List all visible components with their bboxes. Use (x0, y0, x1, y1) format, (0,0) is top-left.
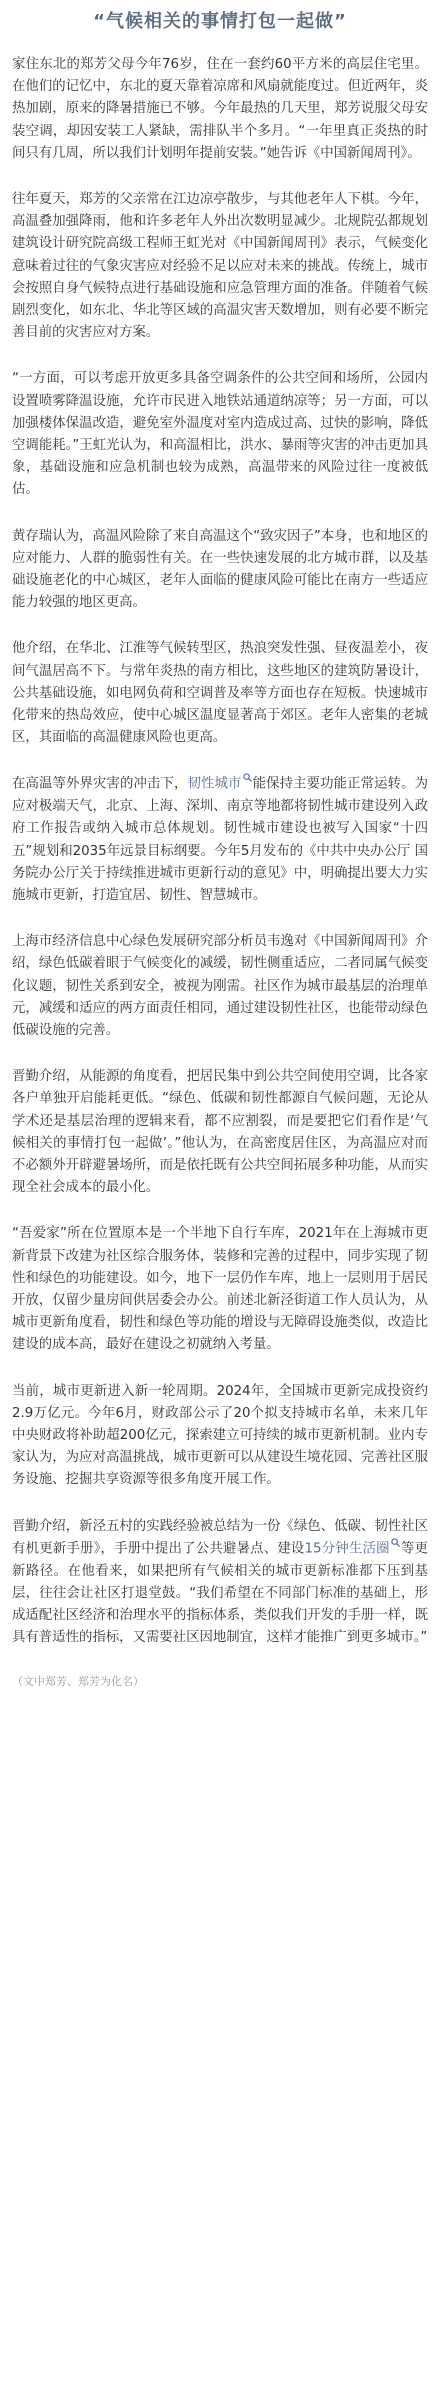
paragraph-text: 晋勤介绍，新泾五村的实践经验被总结为一份《绿色、低碳、韧性社区有机更新手册》，手册中提出了公共避暑点、建设 (12, 1518, 428, 1557)
search-icon[interactable] (391, 1538, 400, 1547)
article-paragraph-3: “一方面，可以考虑开放更多具备空调条件的公共空间和场所，公园内设置喷雾降温设施，允许市民进入地铁站通道纳凉等；另一方面，可以加强楼体保温改造，避免室外温度对室内造成过高、过快的影响，降低空调能耗。”王虹光认为，和高温相比，洪水、暴雨等灾害的冲击更加具象，基础设施和应急机制也较为成熟，高温带来的风险过往一度被低估。 (12, 371, 428, 498)
article-paragraph-11 (12, 1516, 428, 1650)
article-footnote: （文中郑芳、郑芳为化名） (12, 1675, 144, 1689)
paragraph-text: 等更新路径。在他看来，如果把所有气候相关的城市更新标准都下压到基层，往往会让社区打退堂鼓。“我们希望在不同部门标准的基础上，形成适配社区经济和治理水平的指标体系，类似我们开发的手册一样，既具有普适性的指标，又需要社区因地制宜，这样才能推广到更多城市。” (12, 1541, 428, 1646)
paragraph-text: 在高温等外界灾害的冲击下， (12, 776, 188, 792)
article-paragraph-5: 他介绍，在华北、江淮等气候转型区，热浪突发性强、昼夜温差小，夜间气温居高不下。与常年炎热的南方相比，这些地区的建筑防暑设计，公共基础设施，如电网负荷和空调普及率等方面也存在短板。快速城市化带来的热岛效应，使中心城区温度显著高于郊区。老年人密集的老城区，其面临的高温健康风险也更高。 (12, 641, 428, 746)
fifteen-minute-circle-link[interactable]: 15分钟生活圈 (304, 1541, 390, 1557)
article-paragraph-4: 黄存瑞认为，高温风险除了来自高温这个“致灾因子”本身，也和地区的应对能力、人群的脆弱性有关。在一些快速发展的北方城市群，以及基础设施老化的中心城区，老年人面临的健康风险可能比在南方一些适应能力较强的地区更高。 (12, 528, 428, 611)
paragraph-text: 能保持主要功能正常运转。为应对极端天气，北京、上海、深圳、南京等地都将韧性城市建设列入政府工作报告或纳入城市总体规划。韧性城市建设也被写入国家“十四五”规划和2035年远景目标纲要。今年5月发布的《中共中央办公厅 国务院办公厅关于持续推进城市更新行动的意见》中，明确提出要大力实施城市更新，打造宜居、韧性、智慧城市。 (12, 776, 428, 903)
article-paragraph-2: 往年夏天，郑芳的父亲常在江边凉亭散步，与其他老年人下棋。今年，高温叠加强降雨，他和许多老年人外出次数明显减少。北规院弘都规划建筑设计研究院高级工程师王虹光对《中国新闻周刊》表示，气候变化意味着过往的气象灾害应对经验不足以应对未来的挑战。传统上，城市会按照自身气候特点进行基础设施和应急管理方面的准备。伴随着气候剧烈变化，如东北、华北等区域的高温灾害天数增加，则有必要不断完善目前的灾害应对方案。 (12, 192, 428, 341)
article-paragraph-8: 晋勤介绍，从能源的角度看，把居民集中到公共空间使用空调，比各家各户单独开启能耗更低。“绿色、低碳和韧性都源自气候问题，无论从学术还是基层治理的逻辑来看，都不应割裂，而是要把它们看作是‘气候相关的事情打包一起做’。”他认为，在高密度居住区，为高温应对而不必额外开辟避暑场所，而是依托既有公共空间拓展多种功能，从而实现全社会成本的最小化。 (12, 1069, 428, 1196)
search-icon[interactable] (243, 773, 252, 782)
article-paragraph-7: 上海市经济信息中心绿色发展研究部分析员韦逸对《中国新闻周刊》介绍，绿色低碳着眼于气候变化的减缓，韧性侧重适应，二者同属气候变化议题，韧性关系到安全，被视为刚需。社区作为城市最基层的治理单元，减缓和适应的两方面责任相同，通过建设韧性社区，也能带动绿色低碳设施的完善。 (12, 934, 428, 1038)
article-title: “气候相关的事情打包一起做” (93, 11, 347, 32)
resilient-city-link[interactable]: 韧性城市 (187, 776, 242, 792)
article-paragraph-9: “吾爱家”所在位置原本是一个半地下自行车库，2021年在上海城市更新背景下改建为社区综合服务体，装修和完善的过程中，同步实现了韧性和绿色的功能建设。如今，地下一层仍作车库，地上一层则用于居民开放，仅留少量房间供居委会办公。前述北新泾街道工作人员认为，从城市更新角度看，韧性和绿色等功能的增设与无障碍设施类似，改造比建设的成本高，最好在建设之初就纳入考量。 (12, 1226, 428, 1353)
article-paragraph-1: 家住东北的郑芳父母今年76岁，住在一套约60平方米的高层住宅里。在他们的记忆中，东北的夏天靠着凉席和风扇就能度过。但近两年，炎热加剧，原来的降暑措施已不够。今年最热的几天里，郑芳说服父母安装空调，却因安装工人紧缺，需排队半个多月。“一年里真正炎热的时间只有几周，所以我们计划明年提前安装。”她告诉《中国新闻周刊》。 (12, 57, 428, 161)
article-paragraph-10: 当前，城市更新进入新一轮周期。2024年，全国城市更新完成投资约2.9万亿元。今年6月，财政部公示了20个拟支持城市名单，未来几年中央财政将补助超200亿元，探索建立可持续的城市更新机制。业内专家认为，为应对高温挑战，城市更新可以从建设生境花园、完善社区服务设施、挖掘共享资源等很多角度开展工作。 (12, 1383, 428, 1488)
article-paragraph-6 (12, 773, 428, 907)
